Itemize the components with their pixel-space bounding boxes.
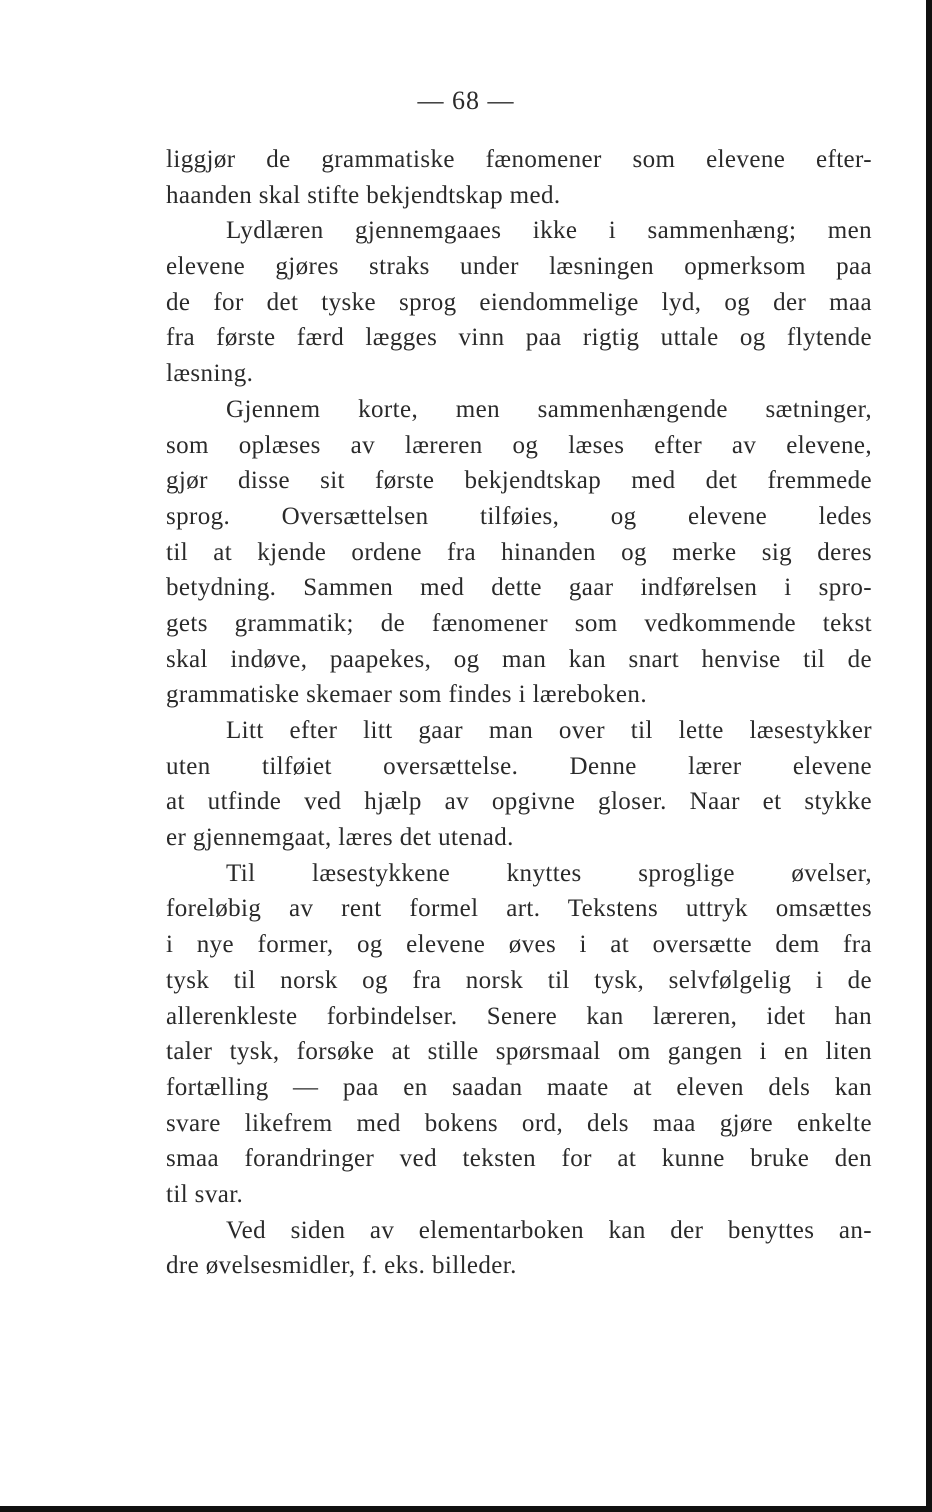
text-line: Ved siden av elementarboken kan der benyttes an- (226, 1216, 872, 1244)
page-number: — 68 — (417, 86, 515, 115)
text-line: fra første færd lægges vinn paa rigtig uttale og flytende (166, 324, 872, 352)
text-line: Lydlæren gjennemgaaes ikke i sammenhæng; men (226, 217, 872, 245)
text-line: tysk til norsk og fra norsk til tysk, selvfølgelig i de (166, 966, 872, 994)
text-line: til svar. (166, 1180, 244, 1208)
text-line: liggjør de grammatiske fænomener som elevene efter- (166, 146, 872, 173)
text-line: svare likefrem med bokens ord, dels maa gjøre enkelte (166, 1109, 872, 1137)
text-line: i nye former, og elevene øves i at oversætte dem fra (166, 931, 872, 959)
text-line: betydning. Sammen med dette gaar indførelsen i spro- (166, 574, 872, 602)
text-line: allerenkleste forbindelser. Senere kan læreren, idet han (166, 1002, 872, 1030)
text-line: smaa forandringer ved teksten for at kunne bruke den (166, 1145, 872, 1173)
text-line: Gjennem korte, men sammenhængende sætninger, (226, 395, 872, 423)
text-line: sprog. Oversættelsen tilføies, og elevene ledes (166, 502, 872, 530)
text-line: taler tysk, forsøke at stille spørsmaal om gangen i en liten (166, 1038, 872, 1066)
text-line: uten tilføiet oversættelse. Denne lærer elevene (166, 752, 872, 780)
text-line: grammatiske skemaer som findes i læreboken. (166, 681, 647, 709)
text-line: som oplæses av læreren og læses efter av elevene, (166, 431, 872, 459)
text-line: at utfinde ved hjælp av opgivne gloser. Naar et stykke (166, 788, 872, 816)
text-line: Til læsestykkene knyttes sproglige øvelser, (226, 859, 872, 887)
text-line: gjør disse sit første bekjendtskap med det fremmede (166, 467, 872, 495)
text-line: elevene gjøres straks under læsningen opmerksom paa (166, 253, 872, 281)
text-line: dre øvelsesmidler, f. eks. billeder. (166, 1252, 517, 1280)
text-line: er gjennemgaat, læres det utenad. (166, 824, 514, 852)
text-line: læsning. (166, 360, 254, 388)
body-text (166, 142, 872, 1284)
text-line: skal indøve, paapekes, og man kan snart henvise til de (166, 645, 872, 673)
text-line: fortælling — paa en saadan maate at eleven dels kan (166, 1073, 872, 1101)
text-line: haanden skal stifte bekjendtskap med. (166, 181, 561, 209)
text-line: til at kjende ordene fra hinanden og merke sig deres (166, 538, 872, 566)
text-line: foreløbig av rent formel art. Tekstens uttryk omsættes (166, 895, 872, 923)
text-line: de for det tyske sprog eiendommelige lyd, og der maa (166, 288, 872, 316)
text-line: Litt efter litt gaar man over til lette læsestykker (226, 717, 872, 744)
text-line: gets grammatik; de fænomener som vedkommende tekst (166, 609, 872, 637)
